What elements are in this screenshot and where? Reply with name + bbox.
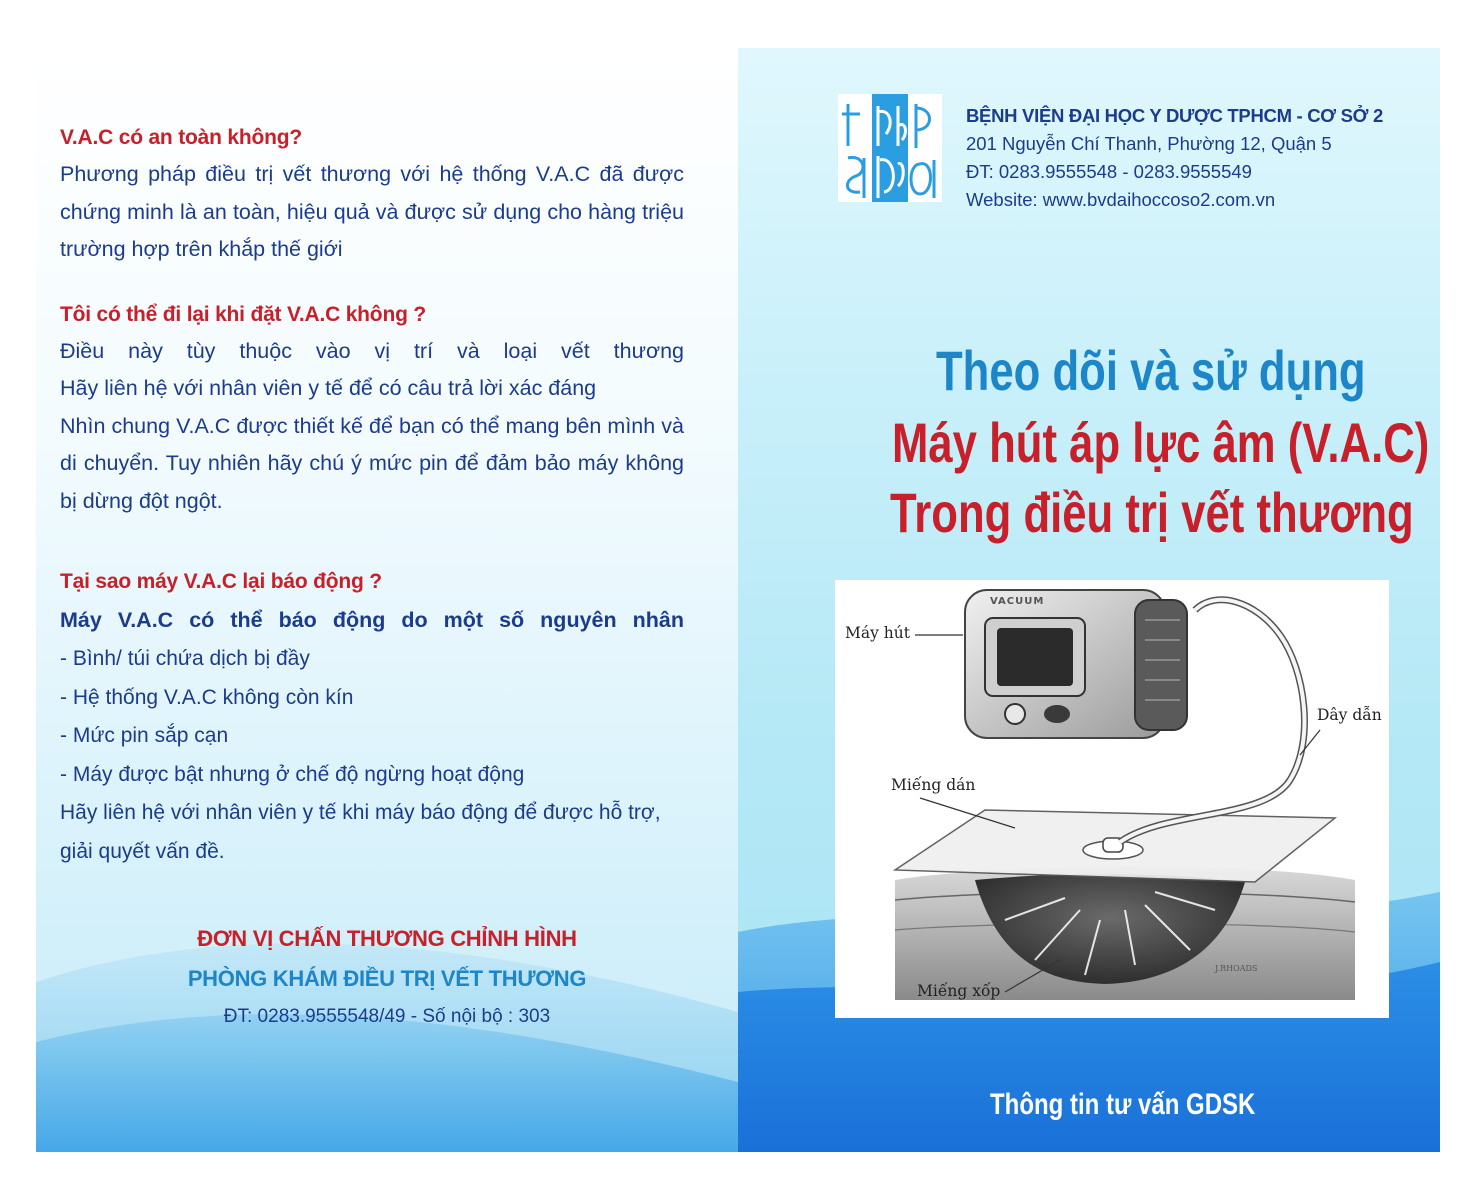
answer-mobility-line2: Hãy liên hệ với nhân viên y tế để có câu trả lời xác đáng <box>60 376 597 400</box>
hospital-name: BỆNH VIỆN ĐẠI HỌC Y DƯỢC TPHCM - CƠ SỞ 2 <box>966 105 1383 126</box>
alarm-lead: Máy V.A.C có thể báo động do một số nguyên nhân <box>60 608 684 632</box>
vac-drawing <box>835 580 1389 1018</box>
label-foam: Miếng xốp <box>917 982 1001 1000</box>
title-line3: Trong điều trị vết thương <box>890 481 1414 544</box>
title-line2: Máy hút áp lực âm (V.A.C) <box>892 411 1430 474</box>
label-tube: Dây dẫn <box>1317 706 1382 724</box>
question-mobility: Tôi có thể đi lại khi đặt V.A.C không ? <box>60 302 426 326</box>
hospital-logo <box>838 94 942 202</box>
illustrator-signature: J.RHOADS <box>1215 964 1258 973</box>
vac-illustration <box>835 580 1389 1018</box>
device-brand: VACUUM <box>990 596 1045 607</box>
list-item: - Mức pin sắp cạn <box>60 724 229 747</box>
hospital-website: Website: www.bvdaihoccoso2.com.vn <box>966 189 1276 210</box>
hospital-phone: ĐT: 0283.9555548 - 0283.9555549 <box>966 161 1252 182</box>
list-item: - Hệ thống V.A.C không còn kín <box>60 685 354 709</box>
unit-name: ĐƠN VỊ CHẤN THƯƠNG CHỈNH HÌNH <box>197 926 577 951</box>
label-drape: Miếng dán <box>891 776 976 794</box>
unit-phone: ĐT: 0283.9555548/49 - Số nội bộ : 303 <box>223 1006 551 1027</box>
list-item: - Máy được bật nhưng ở chế độ ngừng hoạt động <box>60 762 525 786</box>
right-panel <box>738 48 1440 1152</box>
list-item: - Bình/ túi chứa dịch bị đầy <box>60 647 310 670</box>
hospital-info <box>966 102 1436 214</box>
answer-mobility-line3: Nhìn chung V.A.C được thiết kế để bạn có thể mang bên mình và di chuyển. Tuy nhiên hãy chú ý mức pin để đảm bảo máy không bị dừng đột ngột. <box>60 413 684 513</box>
clinic-name: PHÒNG KHÁM ĐIỀU TRỊ VẾT THƯƠNG <box>187 966 587 991</box>
left-panel <box>36 48 738 1152</box>
label-pump: Máy hút <box>845 624 910 642</box>
answer-safety: Phương pháp điều trị vết thương với hệ thống V.A.C đã được chứng minh là an toàn, hiệu quả và được sử dụng cho hàng triệu trường hợp trên khắp thế giới <box>60 162 684 261</box>
title-line1: Theo dõi và sử dụng <box>936 339 1366 402</box>
answer-mobility-line1: Điều này tùy thuộc vào vị trí và loại vết thương <box>60 338 684 363</box>
unit-info <box>36 924 738 1030</box>
footer-text: Thông tin tư vấn GDSK <box>990 1088 1256 1121</box>
hospital-address: 201 Nguyễn Chí Thanh, Phường 12, Quận 5 <box>966 133 1332 154</box>
alarm-reasons-list <box>60 640 684 794</box>
left-content <box>60 120 684 871</box>
alarm-advice: Hãy liên hệ với nhân viên y tế khi máy báo động để được hỗ trợ, giải quyết vấn đề. <box>60 801 661 863</box>
question-alarm: Tại sao máy V.A.C lại báo động ? <box>60 570 382 593</box>
question-safety: V.A.C có an toàn không? <box>60 126 302 149</box>
